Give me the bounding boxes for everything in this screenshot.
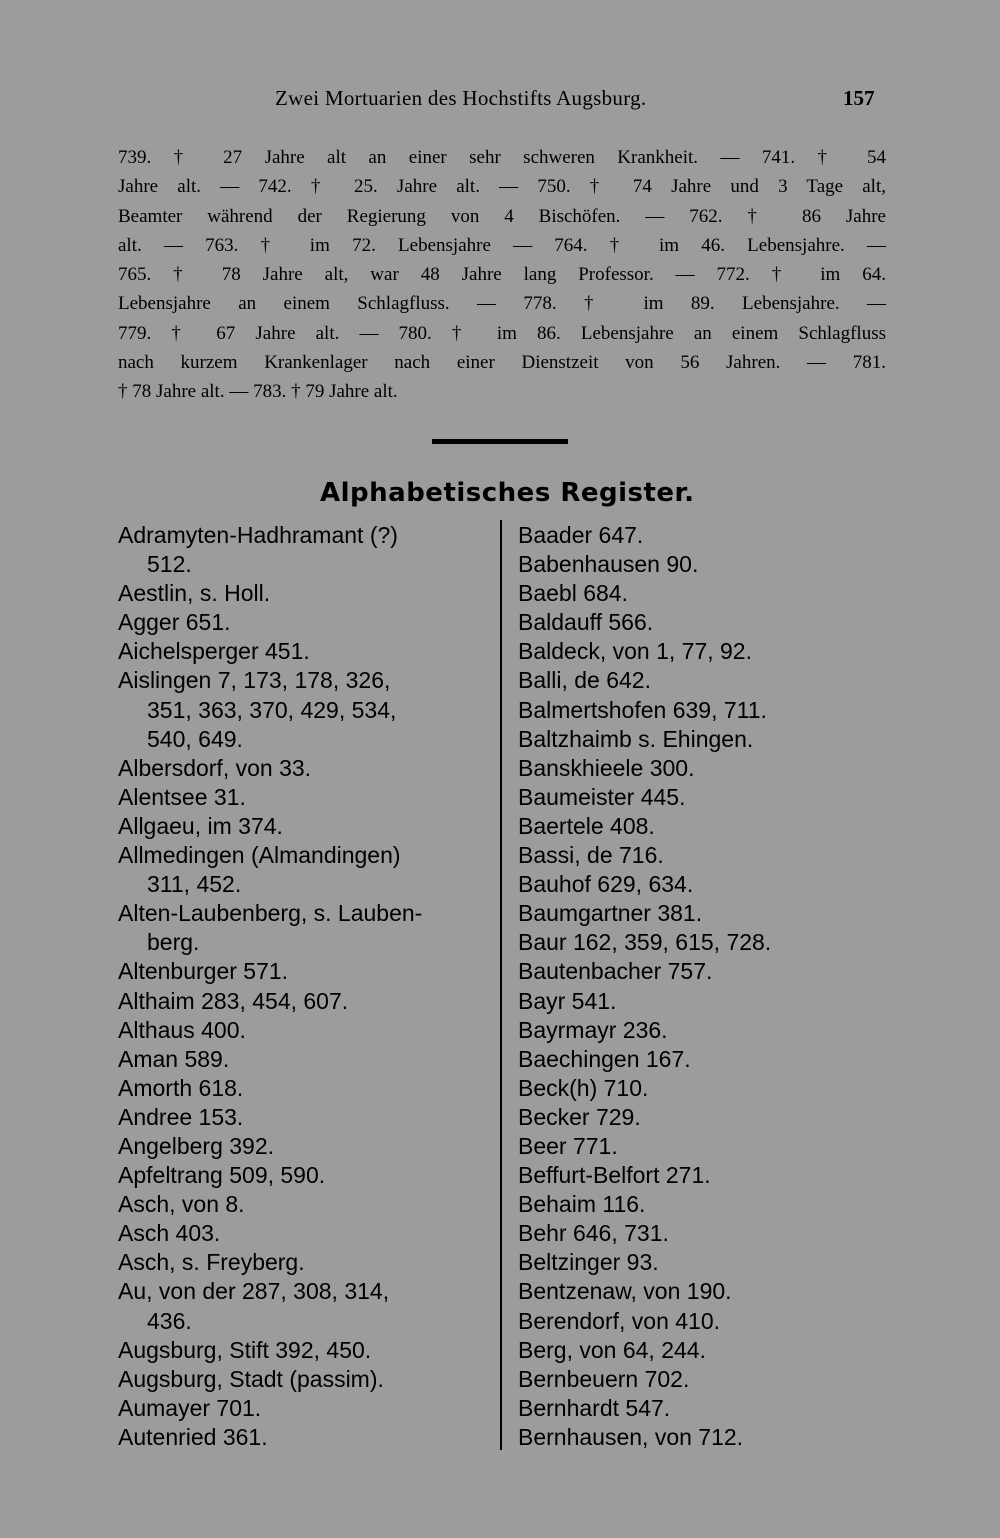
register-entry: Baader 647. xyxy=(518,522,644,548)
register-column-right xyxy=(518,521,938,1452)
register-entry: Augsburg, Stift 392, 450. xyxy=(118,1336,372,1363)
register-entry: Balmertshofen 639, 711. xyxy=(518,696,767,723)
register-entry: Asch, s. Freyberg. xyxy=(118,1249,305,1276)
register-title: Alphabetisches Register. xyxy=(320,478,695,508)
register-entry-continuation: 436. xyxy=(147,1307,192,1334)
register-entry: Aumayer 701. xyxy=(118,1394,262,1421)
register-entry: Baumeister 445. xyxy=(518,783,686,810)
register-entry: Althaus 400. xyxy=(118,1016,246,1043)
register-entry: Bernhausen, von 712. xyxy=(518,1423,744,1450)
register-entry: Baldeck, von 1, 77, 92. xyxy=(518,638,752,665)
section-rule xyxy=(432,439,568,444)
register-entry-continuation: 540, 649. xyxy=(147,725,243,752)
register-entry: Angelberg 392. xyxy=(118,1132,275,1159)
obituary-line: 739. † 27 Jahre alt an einer sehr schweren Krankheit. — 741. † 54 xyxy=(118,147,886,168)
running-title: Zwei Mortuarien des Hochstifts Augsburg. xyxy=(275,86,647,110)
register-entry: Aislingen 7, 173, 178, 326, xyxy=(118,667,391,694)
register-entry: Berg, von 64, 244. xyxy=(518,1336,706,1363)
register-entry: Baumgartner 381. xyxy=(518,900,703,927)
register-entry: Altenburger 571. xyxy=(118,958,289,985)
obituary-line: Beamter während der Regierung von 4 Bischöfen. — 762. † 86 Jahre xyxy=(118,205,886,227)
page-number: 157 xyxy=(843,86,875,110)
obituary-line: 779. † 67 Jahre alt. — 780. † im 86. Lebensjahre an einem Schlagfluss xyxy=(118,322,886,344)
obituary-paragraph xyxy=(118,143,886,407)
register-entry: Allmedingen (Almandingen) xyxy=(118,842,401,869)
register-entry: Behr 646, 731. xyxy=(518,1220,669,1247)
register-entry: Althaim 283, 454, 607. xyxy=(118,987,349,1014)
register-entry: Asch 403. xyxy=(118,1220,221,1247)
register-entry: Bautenbacher 757. xyxy=(518,958,713,985)
obituary-line: Lebensjahre an einem Schlagfluss. — 778. † im 89. Lebensjahre. — xyxy=(118,293,886,315)
register-entry: Berendorf, von 410. xyxy=(518,1307,721,1334)
register-entry: Becker 729. xyxy=(518,1103,641,1130)
register-entry: Amorth 618. xyxy=(118,1074,244,1101)
obituary-line: 765. † 78 Jahre alt, war 48 Jahre lang Professor. — 772. † im 64. xyxy=(118,264,886,286)
register-entry: Baebl 684. xyxy=(518,580,628,607)
obituary-line: alt. — 763. † im 72. Lebensjahre — 764. † im 46. Lebensjahre. — xyxy=(118,234,886,256)
register-entry: Alten-Laubenberg, s. Lauben- xyxy=(118,900,423,927)
register-entry: Autenried 361. xyxy=(118,1423,268,1450)
register-entry: Bernbeuern 702. xyxy=(518,1365,690,1392)
register-entry: Albersdorf, von 33. xyxy=(118,754,312,781)
register-entry: Balli, de 642. xyxy=(518,667,651,694)
register-entry: Apfeltrang 509, 590. xyxy=(118,1162,326,1189)
register-entry: Andree 153. xyxy=(118,1103,244,1130)
register-entry: Bayrmayr 236. xyxy=(518,1016,668,1043)
register-entry: Bernhardt 547. xyxy=(518,1394,671,1421)
register-entry: Behaim 116. xyxy=(518,1191,646,1218)
register-entry: Babenhausen 90. xyxy=(518,551,699,578)
register-entry-continuation: berg. xyxy=(147,929,200,956)
register-entry-continuation: 351, 363, 370, 429, 534, xyxy=(147,696,397,723)
register-entry: Beltzinger 93. xyxy=(518,1249,659,1276)
register-entry: Bayr 541. xyxy=(518,987,617,1014)
register-entry: Baechingen 167. xyxy=(518,1045,691,1072)
register-entry: Bentzenaw, von 190. xyxy=(518,1278,732,1305)
register-entry: Augsburg, Stadt (passim). xyxy=(118,1365,384,1392)
register-entry-continuation: 311, 452. xyxy=(147,871,242,898)
register-entry: Beck(h) 710. xyxy=(518,1074,649,1101)
register-entry: Aichelsperger 451. xyxy=(118,638,310,665)
register-entry: Aman 589. xyxy=(118,1045,230,1072)
register-entry: Au, von der 287, 308, 314, xyxy=(118,1278,390,1305)
register-entry: Adramyten-Hadhramant (?) xyxy=(118,522,398,548)
register-entry: Aestlin, s. Holl. xyxy=(118,580,271,607)
register-column-left xyxy=(118,521,490,1452)
register-entry: Baur 162, 359, 615, 728. xyxy=(518,929,772,956)
register-entry-continuation: 512. xyxy=(147,551,192,578)
register-entry: Baertele 408. xyxy=(518,812,655,839)
obituary-line: Jahre alt. — 742. † 25. Jahre alt. — 750. † 74 Jahre und 3 Tage alt, xyxy=(118,176,886,198)
register-entry: Agger 651. xyxy=(118,609,231,636)
register-entry: Bauhof 629, 634. xyxy=(518,871,694,898)
register-entry: Allgaeu, im 374. xyxy=(118,812,283,839)
register-entry: Beffurt-Belfort 271. xyxy=(518,1162,711,1189)
column-divider xyxy=(500,520,502,1450)
register-entry: Baltzhaimb s. Ehingen. xyxy=(518,725,754,752)
register-entry: Alentsee 31. xyxy=(118,783,246,810)
register-entry: Bassi, de 716. xyxy=(518,842,664,869)
obituary-line: † 78 Jahre alt. — 783. † 79 Jahre alt. xyxy=(118,381,398,403)
register-entry: Asch, von 8. xyxy=(118,1191,245,1218)
register-entry: Beer 771. xyxy=(518,1132,618,1159)
register-entry: Banskhieele 300. xyxy=(518,754,695,781)
obituary-line: nach kurzem Krankenlager nach einer Dienstzeit von 56 Jahren. — 781. xyxy=(118,352,886,374)
register-entry: Baldauff 566. xyxy=(518,609,654,636)
